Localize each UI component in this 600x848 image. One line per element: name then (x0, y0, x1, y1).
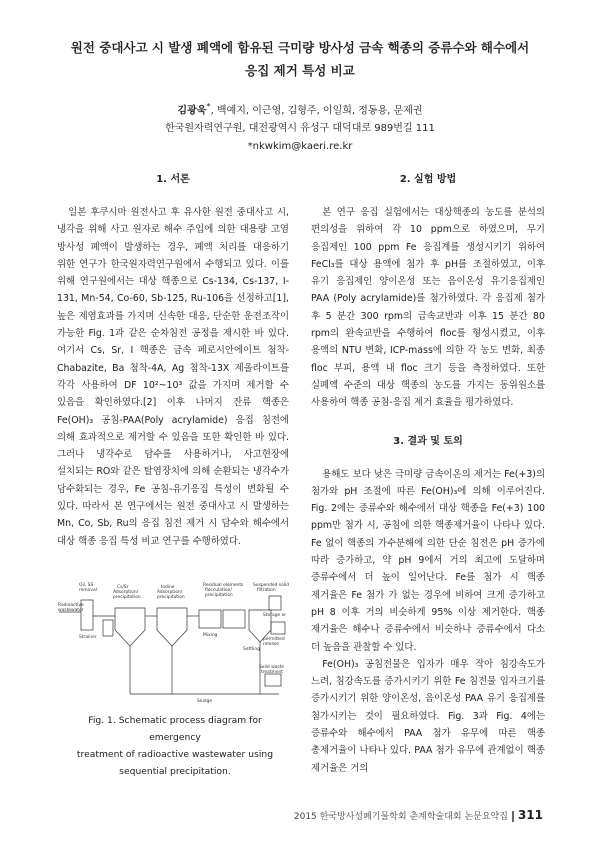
label-permitted: permitted (263, 637, 285, 642)
label-removal: removal (79, 588, 97, 593)
affiliation: 한국원자력연구원, 대전광역시 유성구 대덕대로 989번길 111 (165, 123, 435, 135)
introduction-paragraph: 일본 후쿠시마 원전사고 후 유사한 원전 중대사고 시, 냉각을 위해 사고 원자로 해수 주입에 의한 대용량 고염 방사성 폐액이 발생하는 경우, 폐액 처리를 대응하기 위한 연구가 한국원자력연구원에서 수행되고 있다. 이를 위해 연구원에서는 대상 핵종으로 Cs-134, Cs-137, I-131, Mn-54, Co-60, Sb-125, Ru-106을 선정하고[1], 높은 제염효과를 가지며 신속한 대응, 단순한 운전조작이 가능한 Fig. 1과 같은 순차침전 공정을 제시한 바 있다. 여기서 Cs, Sr, I 핵종은 금속 페로시안에이트 첨착-Chabazite, Ba 첨착-4A, Ag 첨착-13X 제올라이트를 각각 사용하여 DF 10²~10³ 값을 가지며 제거할 수 있음을 확인하였다.[2] 이후 나머지 잔류 핵종은 Fe(OH)₃ 공침-PAA(Poly acrylamide) 응집 침전에 의해 효과적으로 제거할 수 있음을 또한 확인한 바 있다. 그러나 냉각수로 담수를 사용하거나, 사고현장에 설치되는 RO와 같은 탈염장치에 의해 순환되는 냉각수가 담수화되는 경우, Fe 공침-유기응집 특성이 변화될 수 있다. 따라서 본 연구에서는 원전 중대사고 시 발생하는 Mn, Co, Sb, Ru의 응집 침전 제거 시 담수와 해수에서 대상 핵종 응집 특성 비교 연구를 수행하였다. (57, 207, 289, 547)
left-column (57, 170, 289, 550)
footer-divider (512, 811, 514, 822)
label-radioactive: Radioactive (58, 603, 84, 608)
caption-line-3: sequential precipitation. (119, 766, 231, 777)
corresponding-mark: * (206, 101, 211, 111)
label-mixing: Mixing (203, 633, 218, 638)
label-treatment: treatment (261, 670, 284, 675)
label-iodine: Iodine (161, 585, 175, 590)
label-solid-waste: Solid waste (259, 665, 285, 670)
author-email: *nkwkim@kaeri.re.kr (247, 141, 353, 153)
co-authors: , 백예지, 이근영, 김형주, 이일희, 정동용, 문제권 (210, 105, 423, 117)
paper-title (40, 36, 560, 82)
label-cs-sr-sub2: precipitation (113, 595, 141, 600)
label-residual-sub2: precipitation (205, 593, 233, 598)
figure-caption (62, 712, 288, 780)
section-heading-introduction: 1. 서론 (156, 174, 190, 185)
page-footer (294, 808, 543, 822)
caption-line-1: Fig. 1. Schematic process diagram for emergency (88, 715, 262, 743)
conference-name: 2015 한국방사성폐기물학회 춘계학술대회 논문요약집 (293, 812, 508, 822)
process-diagram (57, 578, 289, 708)
title-line-2: 응집 제거 특성 비교 (245, 63, 355, 78)
section-heading-methods: 2. 실험 방법 (399, 174, 457, 185)
label-iodine-sub: Adsorption/ (157, 590, 183, 595)
label-residual: Residual elements (203, 583, 244, 588)
page-number: 311 (517, 808, 543, 822)
label-cs-sr-sub: Adsorption/ (113, 590, 139, 595)
process-diagram-figure (57, 578, 289, 708)
methods-paragraph: 본 연구 응집 실험에서는 대상핵종의 농도를 분석의 편의성을 위하여 각 10 ppm으로 하였으며, 무기 응집제인 100 ppm Fe 응집계를 생성시키기 위하여 FeCl₃를 대상 용액에 첨가 후 pH를 조절하였고, 이후 유기 응집제인 양이온성 또는 음이온성 유기응집제인 PAA (Poly acrylamide)를 첨가하였다. 각 응집제 첨가 후 5 분간 300 rpm의 급속교반과 이후 15 분간 80 rpm의 완속교반을 수행하여 floc를 형성시켰고, 이후 용액의 NTU 변화, ICP-mass에 의한 각 농도 변화, 최종 floc 부피, 용액 내 floc 크기 등을 측정하였다. 또한 실폐액 수준의 대상 핵종의 농도를 가지는 동위원소를 사용하여 핵종 공침-응집 제거 효율을 평가하였다. (311, 207, 545, 409)
label-wastewater: wastewater (58, 608, 84, 613)
label-oil-ss: Oil, SS (79, 583, 94, 588)
lead-author: 김광욱 (177, 105, 207, 117)
label-residual-sub: flocculation/ (205, 588, 232, 593)
label-strainer: Strainer (79, 635, 97, 640)
label-iodine-sub2: precipitation (157, 595, 185, 600)
label-release: release (263, 642, 280, 647)
label-settling: Settling (243, 647, 260, 652)
author-block (0, 97, 600, 156)
label-filtration: filtration (257, 588, 276, 593)
label-sludge: Sludge (197, 699, 213, 704)
section-heading-results: 3. 결과 및 토의 (393, 435, 463, 447)
caption-line-2: treatment of radioactive wastewater using (76, 749, 274, 760)
author-names (0, 97, 600, 120)
label-suspended: Suspended solid (253, 583, 289, 588)
title-line-1: 원전 중대사고 시 발생 폐액에 함유된 극미량 방사성 금속 핵종의 증류수와 해수에서 (70, 40, 530, 55)
right-column (311, 170, 545, 777)
label-cs-sr: Cs/Sr (117, 585, 129, 590)
results-paragraph-2: Fe(OH)₃ 공침전물은 입자가 매우 작아 침강속도가 느려, 침강속도를 증가시키기 위한 Fe 침전물 입자크기를 증가시키기 위한 양이온성, 음이온성 PAA 유기 응집제를 첨가시키는 것이 필요하였다. Fig. 3과 Fig. 4에는 증류수와 해수에서 PAA 첨가 유무에 따른 핵종 총제거율이 나타나 있다. PAA 첨가 유무에 관계없이 핵종 제거율은 거의 (311, 658, 545, 774)
label-storage: Storage or (263, 613, 287, 618)
results-paragraph-1: 용해도 보다 낮은 극미량 금속이온의 제거는 Fe(+3)의 첨가와 pH 조절에 따른 Fe(OH)₃에 의해 이루어진다. Fig. 2에는 증류수와 해수에서 대상 핵종을 Fe(+3) 100 ppm만 첨가 시, 공침에 의한 핵종제거율이 나타나 있다. Fe 없이 핵종의 가수분해에 의한 단순 침전은 pH 증가에 따라 증가하고, 약 pH 9에서 거의 최고에 도달하며 증류수에서 더 높이 일어난다. Fe를 첨가 시 핵종 제거율은 Fe 첨가 가 없는 경우에 비하여 크게 증가하고 pH 8 이후 거의 비슷하게 95% 이상 제거한다. 핵종 제거율은 해수나 증류수에서 비슷하나 증류수에서 다소 더 높음을 관찰할 수 있다. (311, 468, 545, 653)
